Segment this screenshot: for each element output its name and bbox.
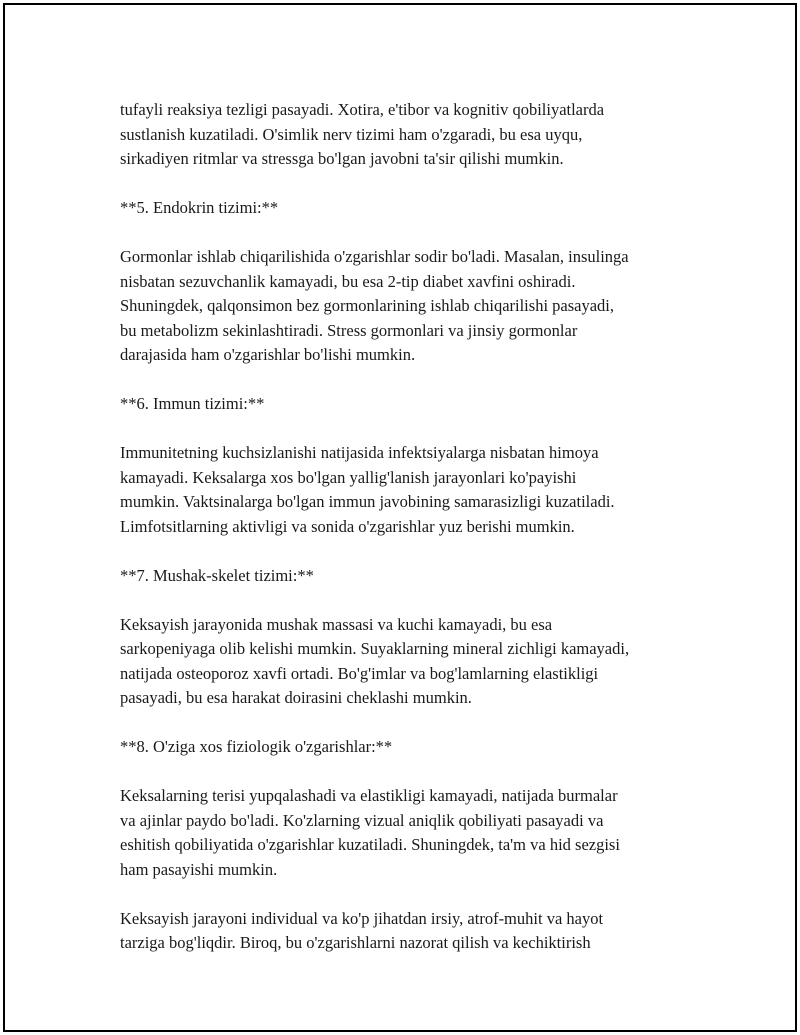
heading-line: **8. O'ziga xos fiziologik o'zgarishlar:**	[120, 737, 393, 756]
text-line: mumkin. Vaktsinalarga bo'lgan immun javobining samarasizligi kuzatiladi.	[120, 492, 615, 511]
heading-line: **5. Endokrin tizimi:**	[120, 198, 279, 217]
text-line: nisbatan sezuvchanlik kamayadi, bu esa 2-tip diabet xavfini oshiradi.	[120, 271, 576, 291]
paragraph-nervous-system-continued	[120, 98, 720, 172]
paragraph-gap	[120, 760, 720, 785]
paragraph-gap	[120, 417, 720, 442]
paragraph-gap	[120, 172, 720, 197]
paragraph-gap	[120, 539, 720, 564]
text-line: sarkopeniyaga olib kelishi mumkin. Suyaklarning mineral zichligi kamayadi,	[120, 639, 630, 658]
paragraph-gap	[120, 368, 720, 393]
heading-physiological-changes	[120, 735, 720, 760]
text-line: Keksayish jarayonida mushak massasi va kuchi kamayadi, bu esa	[120, 614, 553, 634]
text-line: Limfotsitlarning aktivligi va sonida o'zgarishlar yuz berishi mumkin.	[120, 516, 575, 536]
page-frame	[3, 3, 797, 1032]
text-line: darajasida ham o'zgarishlar bo'lishi mumkin.	[120, 345, 416, 364]
document-body	[120, 98, 720, 956]
text-line: pasayadi, bu esa harakat doirasini cheklashi mumkin.	[120, 688, 472, 707]
text-line: va ajinlar paydo bo'ladi. Ko'zlarning vizual aniqlik qobiliyati pasayadi va	[120, 810, 604, 830]
text-line: kamayadi. Keksalarga xos bo'lgan yallig'lanish jarayonlari ko'payishi	[120, 467, 577, 487]
heading-line: **6. Immun tizimi:**	[120, 394, 265, 413]
text-line: natijada osteoporoz xavfi ortadi. Bo'g'imlar va bog'lamlarning elastikligi	[120, 663, 599, 683]
heading-musculoskeletal-system	[120, 564, 720, 589]
text-line: Keksayish jarayoni individual va ko'p jihatdan irsiy, atrof-muhit va hayot	[120, 908, 604, 928]
paragraph-gap	[120, 882, 720, 907]
text-line: Immunitetning kuchsizlanishi natijasida infektsiyalarga nisbatan himoya	[120, 443, 599, 462]
paragraph-gap	[120, 588, 720, 613]
text-line: tarziga bog'liqdir. Biroq, bu o'zgarishlarni nazorat qilish va kechiktirish	[120, 933, 591, 952]
paragraph-physiological-changes	[120, 784, 720, 882]
paragraph-gap	[120, 711, 720, 736]
text-line: eshitish qobiliyatida o'zgarishlar kuzatiladi. Shuningdek, ta'm va hid sezgisi	[120, 835, 620, 854]
text-line: sirkadiyen ritmlar va stressga bo'lgan javobni ta'sir qilishi mumkin.	[120, 149, 564, 168]
text-line: Shuningdek, qalqonsimon bez gormonlarining ishlab chiqarilishi pasayadi,	[120, 296, 615, 315]
text-line: sustlanish kuzatiladi. O'simlik nerv tizimi ham o'zgaradi, bu esa uyqu,	[120, 124, 583, 144]
heading-immune-system	[120, 392, 720, 417]
text-line: ham pasayishi mumkin.	[120, 859, 278, 879]
heading-line: **7. Mushak-skelet tizimi:**	[120, 565, 314, 585]
text-line: Gormonlar ishlab chiqarilishida o'zgarishlar sodir bo'ladi. Masalan, insulinga	[120, 247, 629, 266]
heading-endocrine-system	[120, 196, 720, 221]
paragraph-endocrine-system	[120, 245, 720, 368]
paragraph-immune-system	[120, 441, 720, 539]
paragraph-gap	[120, 221, 720, 246]
text-line: bu metabolizm sekinlashtiradi. Stress gormonlari va jinsiy gormonlar	[120, 320, 578, 340]
text-line: Keksalarning terisi yupqalashadi va elastikligi kamayadi, natijada burmalar	[120, 786, 618, 805]
paragraph-aging-conclusion	[120, 907, 720, 956]
text-line: tufayli reaksiya tezligi pasayadi. Xotira, e'tibor va kognitiv qobiliyatlarda	[120, 100, 605, 119]
paragraph-musculoskeletal-system	[120, 613, 720, 711]
